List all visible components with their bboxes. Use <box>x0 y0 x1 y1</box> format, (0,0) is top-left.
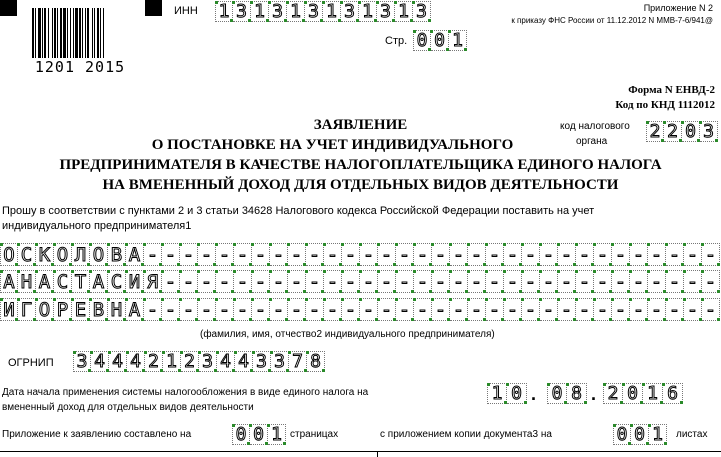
char-cell: Н <box>108 298 126 321</box>
barcode-bar <box>79 8 81 58</box>
patronymic-field[interactable] <box>0 298 720 321</box>
date-separator: . <box>531 384 537 404</box>
start-date-month[interactable] <box>547 383 587 404</box>
barcode-bar <box>92 8 93 58</box>
char-cell: - <box>216 270 234 293</box>
char-cell: - <box>450 243 468 266</box>
appendix-note: Приложение N 2 <box>643 3 713 13</box>
char-cell: Р <box>54 298 72 321</box>
char-cell: 3 <box>233 1 251 22</box>
char-cell: 3 <box>377 1 395 22</box>
char-cell: - <box>306 243 324 266</box>
char-cell: - <box>288 243 306 266</box>
date-separator: . <box>591 384 597 404</box>
char-cell: 3 <box>73 351 91 372</box>
char-cell: - <box>666 298 684 321</box>
char-cell: - <box>414 270 432 293</box>
first-name-field[interactable] <box>0 270 720 293</box>
copies-unit: листах <box>676 429 708 440</box>
char-cell: С <box>108 270 126 293</box>
char-cell: - <box>252 270 270 293</box>
char-cell: Т <box>72 270 90 293</box>
char-cell: - <box>702 243 720 266</box>
char-cell: 8 <box>567 383 587 404</box>
char-cell: 1 <box>649 424 667 445</box>
char-cell: - <box>378 270 396 293</box>
char-cell: - <box>702 270 720 293</box>
char-cell: 1 <box>395 1 413 22</box>
char-cell: 0 <box>507 383 527 404</box>
barcode-bar <box>32 8 34 58</box>
start-date-year[interactable] <box>603 383 683 404</box>
char-cell: 3 <box>700 121 718 142</box>
char-cell: 4 <box>217 351 235 372</box>
char-cell: - <box>342 243 360 266</box>
corner-marker <box>145 0 162 16</box>
char-cell: Е <box>72 298 90 321</box>
char-cell: - <box>270 270 288 293</box>
char-cell: 0 <box>623 383 643 404</box>
char-cell: Л <box>72 243 90 266</box>
barcode-bar <box>100 8 101 58</box>
char-cell: О <box>36 298 54 321</box>
inn-label: ИНН <box>174 5 198 17</box>
char-cell: 2 <box>603 383 623 404</box>
page-number-field[interactable] <box>413 30 467 51</box>
copies-label: с приложением копии документа3 на <box>380 429 552 440</box>
barcode-bar <box>44 8 46 58</box>
char-cell: - <box>324 270 342 293</box>
char-cell: - <box>378 298 396 321</box>
barcode-bar <box>94 8 95 58</box>
char-cell: - <box>198 243 216 266</box>
char-cell: Г <box>18 298 36 321</box>
start-date-label-2: вмененный доход для отдельных видов деятельности <box>2 402 254 413</box>
char-cell: - <box>306 270 324 293</box>
barcode-bar <box>48 8 49 58</box>
page-label: Стр. <box>385 35 408 47</box>
barcode-bar <box>85 8 86 58</box>
char-cell: 0 <box>613 424 631 445</box>
char-cell: - <box>468 243 486 266</box>
barcode-bar <box>52 8 53 58</box>
char-cell: - <box>558 243 576 266</box>
char-cell: - <box>666 243 684 266</box>
form-name: Форма N ЕНВД-2 <box>628 84 715 96</box>
char-cell: - <box>414 243 432 266</box>
char-cell: 6 <box>663 383 683 404</box>
inn-field[interactable] <box>215 1 431 22</box>
char-cell: - <box>630 243 648 266</box>
char-cell: 3 <box>305 1 323 22</box>
char-cell: - <box>324 298 342 321</box>
char-cell: - <box>702 298 720 321</box>
char-cell: - <box>522 270 540 293</box>
knd-code: Код по КНД 1112012 <box>615 99 715 111</box>
char-cell: - <box>162 298 180 321</box>
copies-sheets-field[interactable] <box>613 424 667 445</box>
char-cell: - <box>450 270 468 293</box>
char-cell: В <box>90 298 108 321</box>
char-cell: - <box>198 270 216 293</box>
doc-title-line2: О ПОСТАНОВКЕ НА УЧЕТ ИНДИВИДУАЛЬНОГО <box>151 137 514 153</box>
char-cell: - <box>684 270 702 293</box>
char-cell: - <box>360 298 378 321</box>
char-cell: 4 <box>127 351 145 372</box>
request-text: Прошу в соответствии с пунктами 2 и 3 статьи 34628 Налогового кодекса Российской Федерации поставить на учет <box>2 205 595 217</box>
char-cell: - <box>162 243 180 266</box>
barcode-bar <box>38 8 41 58</box>
barcode-bar <box>82 8 83 58</box>
char-cell: К <box>36 243 54 266</box>
char-cell: - <box>450 298 468 321</box>
barcode-bar <box>73 8 74 58</box>
start-date-day[interactable] <box>487 383 527 404</box>
char-cell: - <box>198 298 216 321</box>
char-cell: - <box>144 298 162 321</box>
tax-org-label-2: органа <box>576 136 608 147</box>
char-cell: 1 <box>251 1 269 22</box>
barcode <box>32 8 128 76</box>
char-cell: - <box>162 270 180 293</box>
char-cell: - <box>504 298 522 321</box>
char-cell: - <box>396 243 414 266</box>
char-cell: - <box>432 270 450 293</box>
char-cell: - <box>180 298 198 321</box>
char-cell: - <box>648 298 666 321</box>
char-cell: 1 <box>163 351 181 372</box>
char-cell: А <box>90 270 108 293</box>
ogrnip-field[interactable] <box>73 351 325 372</box>
char-cell: О <box>0 243 18 266</box>
corner-marker <box>0 0 17 16</box>
char-cell: 8 <box>307 351 325 372</box>
pages-unit: страницах <box>290 429 339 440</box>
char-cell: 0 <box>232 424 250 445</box>
char-cell: - <box>288 298 306 321</box>
char-cell: - <box>594 243 612 266</box>
barcode-bar <box>75 8 78 58</box>
barcode-bar <box>54 8 56 58</box>
tax-org-label: код налогового <box>560 121 630 132</box>
char-cell: О <box>90 243 108 266</box>
char-cell: - <box>540 270 558 293</box>
char-cell: - <box>180 243 198 266</box>
char-cell: - <box>504 270 522 293</box>
char-cell: - <box>648 270 666 293</box>
char-cell: - <box>612 243 630 266</box>
char-cell: 0 <box>547 383 567 404</box>
char-cell: - <box>432 298 450 321</box>
char-cell: С <box>54 270 72 293</box>
char-cell: - <box>252 298 270 321</box>
char-cell: - <box>486 243 504 266</box>
ogrnip-label: ОГРНИП <box>8 357 54 369</box>
barcode-bar <box>87 8 89 58</box>
char-cell: 4 <box>91 351 109 372</box>
char-cell: - <box>360 243 378 266</box>
char-cell: 0 <box>682 121 700 142</box>
char-cell: - <box>216 243 234 266</box>
char-cell: - <box>360 270 378 293</box>
char-cell: - <box>576 270 594 293</box>
doc-title-line4: НА ВМЕНЕННЫЙ ДОХОД ДЛЯ ОТДЕЛЬНЫХ ВИДОВ ДЕЯТЕЛЬНОСТИ <box>102 177 619 193</box>
barcode-bar <box>63 8 66 58</box>
name-caption: (фамилия, имя, отчество2 индивидуального предпринимателя) <box>200 329 495 340</box>
barcode-bar <box>97 8 99 58</box>
appendix-pages-label: Приложение к заявлению составлено на <box>2 429 192 440</box>
char-cell: 2 <box>181 351 199 372</box>
surname-field[interactable] <box>0 243 720 266</box>
char-cell: - <box>612 298 630 321</box>
char-cell: - <box>396 298 414 321</box>
char-cell: - <box>486 270 504 293</box>
char-cell: - <box>324 243 342 266</box>
char-cell: - <box>288 270 306 293</box>
char-cell: - <box>414 298 432 321</box>
char-cell: А <box>126 298 144 321</box>
order-note: к приказу ФНС России от 11.12.2012 N ММВ-7-6/941@ <box>511 16 713 25</box>
char-cell: В <box>108 243 126 266</box>
barcode-bars <box>32 8 128 58</box>
char-cell: - <box>468 270 486 293</box>
char-cell: 2 <box>145 351 163 372</box>
char-cell: О <box>54 243 72 266</box>
char-cell: - <box>432 243 450 266</box>
barcode-bar <box>60 8 62 58</box>
char-cell: 1 <box>287 1 305 22</box>
request-text-2: индивидуального предпринимателя1 <box>2 220 192 232</box>
char-cell: - <box>234 298 252 321</box>
char-cell: - <box>396 270 414 293</box>
char-cell: 4 <box>109 351 127 372</box>
char-cell: - <box>648 243 666 266</box>
char-cell: 3 <box>271 351 289 372</box>
char-cell: - <box>378 243 396 266</box>
char-cell: - <box>270 243 288 266</box>
char-cell: 1 <box>268 424 286 445</box>
char-cell: 0 <box>413 30 431 51</box>
char-cell: - <box>504 243 522 266</box>
char-cell: - <box>234 243 252 266</box>
char-cell: 1 <box>487 383 507 404</box>
char-cell: И <box>126 270 144 293</box>
char-cell: 3 <box>199 351 217 372</box>
char-cell: - <box>630 298 648 321</box>
char-cell: 3 <box>253 351 271 372</box>
char-cell: 4 <box>235 351 253 372</box>
char-cell: А <box>0 270 18 293</box>
char-cell: - <box>558 270 576 293</box>
barcode-bar <box>57 8 58 58</box>
char-cell: - <box>540 298 558 321</box>
char-cell: - <box>270 298 288 321</box>
char-cell: А <box>36 270 54 293</box>
doc-title: ЗАЯВЛЕНИЕ <box>313 117 408 133</box>
barcode-bar <box>35 8 36 58</box>
bottom-divider-tick <box>377 451 378 457</box>
char-cell: 1 <box>359 1 377 22</box>
char-cell: - <box>486 298 504 321</box>
char-cell: - <box>684 298 702 321</box>
char-cell: - <box>594 270 612 293</box>
char-cell: Я <box>144 270 162 293</box>
doc-title-line3: ПРЕДПРИНИМАТЕЛЯ В КАЧЕСТВЕ НАЛОГОПЛАТЕЛЬЩИКА ЕДИНОГО НАЛОГА <box>59 157 662 173</box>
char-cell: 0 <box>631 424 649 445</box>
char-cell: 0 <box>431 30 449 51</box>
char-cell: - <box>558 298 576 321</box>
char-cell: 2 <box>664 121 682 142</box>
char-cell: Н <box>18 270 36 293</box>
char-cell: - <box>576 243 594 266</box>
char-cell: 3 <box>413 1 431 22</box>
char-cell: - <box>522 243 540 266</box>
char-cell: - <box>666 270 684 293</box>
char-cell: 1 <box>449 30 467 51</box>
barcode-bar <box>42 8 43 58</box>
barcode-bar <box>103 8 104 58</box>
char-cell: - <box>144 243 162 266</box>
char-cell: - <box>576 298 594 321</box>
char-cell: - <box>468 298 486 321</box>
char-cell: - <box>342 270 360 293</box>
char-cell: - <box>522 298 540 321</box>
char-cell: - <box>342 298 360 321</box>
char-cell: 1 <box>215 1 233 22</box>
char-cell: - <box>306 298 324 321</box>
char-cell: - <box>630 270 648 293</box>
start-date-label: Дата начала применения системы налогообложения в виде единого налога на <box>2 387 369 398</box>
char-cell: - <box>594 298 612 321</box>
barcode-bar <box>70 8 71 58</box>
bottom-divider <box>0 451 721 452</box>
appendix-pages-field[interactable] <box>232 424 286 445</box>
char-cell: - <box>234 270 252 293</box>
char-cell: 1 <box>323 1 341 22</box>
char-cell: 0 <box>250 424 268 445</box>
char-cell: А <box>126 243 144 266</box>
char-cell: 3 <box>269 1 287 22</box>
char-cell: - <box>180 270 198 293</box>
char-cell: И <box>0 298 18 321</box>
barcode-number: 1201 2015 <box>34 58 126 76</box>
char-cell: 7 <box>289 351 307 372</box>
char-cell: С <box>18 243 36 266</box>
char-cell: - <box>612 270 630 293</box>
char-cell: 2 <box>646 121 664 142</box>
char-cell: 3 <box>341 1 359 22</box>
barcode-bar <box>67 8 68 58</box>
char-cell: - <box>540 243 558 266</box>
char-cell: - <box>252 243 270 266</box>
char-cell: - <box>684 243 702 266</box>
char-cell: - <box>216 298 234 321</box>
char-cell: 1 <box>643 383 663 404</box>
